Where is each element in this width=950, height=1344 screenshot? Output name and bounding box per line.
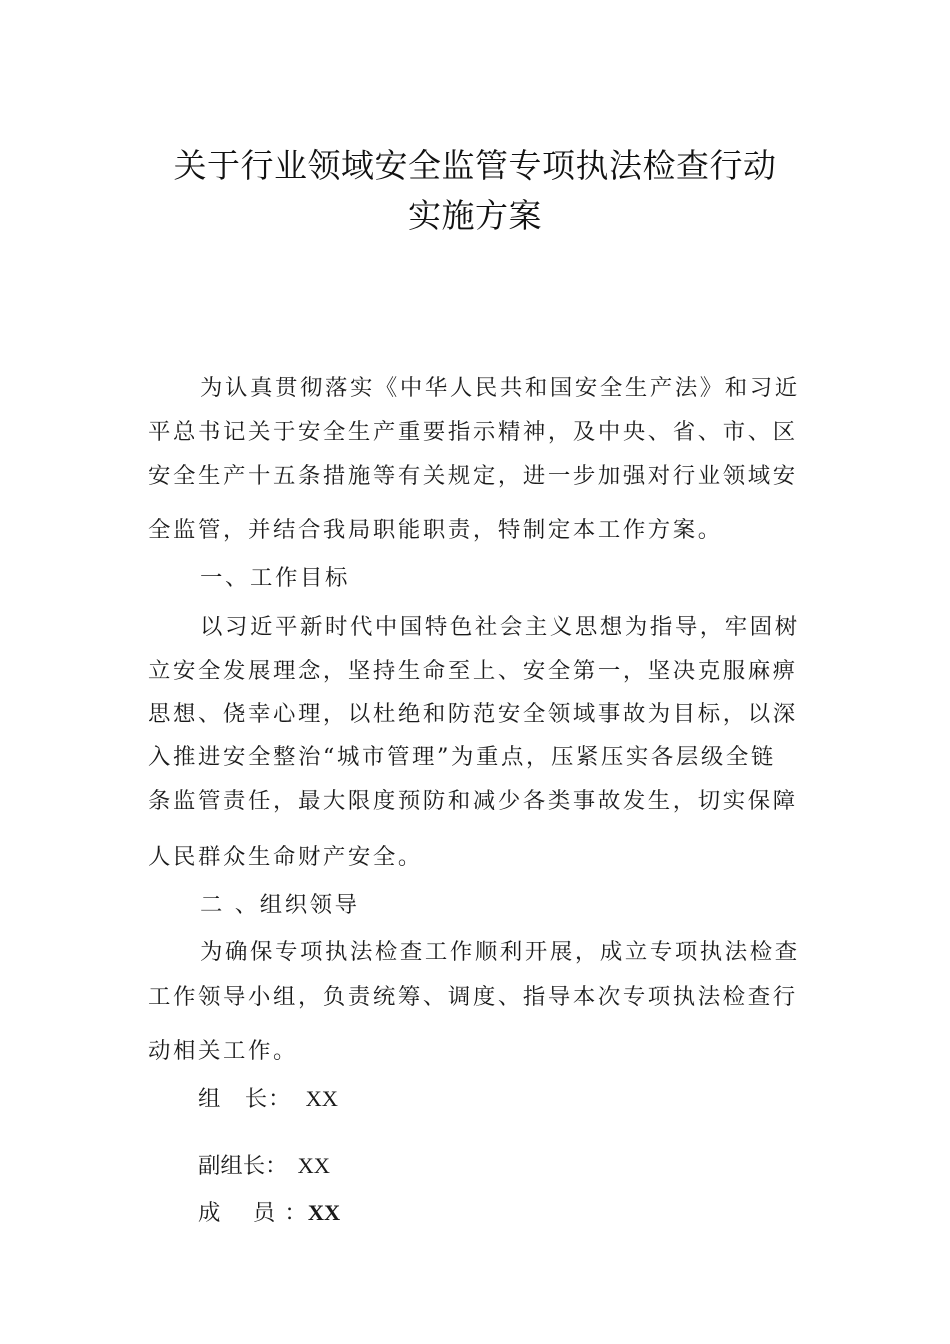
section-1-line: 立安全发展理念，坚持生命至上、安全第一，坚决克服麻痹: [148, 658, 798, 684]
section-1-line: 思想、侥幸心理，以杜绝和防范安全领域事故为目标，以深: [148, 701, 798, 727]
intro-line: 安全生产十五条措施等有关规定，进一步加强对行业领域安: [148, 463, 798, 489]
deputy-leader-row: [198, 1148, 330, 1180]
section-1-line: 以习近平新时代中国特色社会主义思想为指导，牢固树: [200, 614, 800, 640]
section-1-line: 条监管责任，最大限度预防和减少各类事故发生，切实保障: [148, 788, 798, 814]
member-label: 成 员 ：: [198, 1200, 308, 1226]
section-2-line: 工作领导小组，负责统筹、调度、指导本次专项执法检查行: [148, 984, 798, 1010]
section-2-line: 为确保专项执法检查工作顺利开展，成立专项执法检查: [200, 939, 800, 965]
intro-line: 平总书记关于安全生产重要指示精神，及中央、省、市、区: [148, 419, 798, 445]
section-1-line: 入推进安全整治“城市管理”为重点，压紧压实各层级全链: [148, 744, 776, 770]
deputy-leader-label: 副组长：: [198, 1153, 288, 1179]
member-value: XX: [307, 1200, 341, 1225]
member-row: [198, 1195, 340, 1227]
section-2-line: 动相关工作。: [148, 1038, 298, 1064]
document-title-line-2: 实施方案: [408, 196, 542, 235]
section-heading-text: 一、工作目标: [200, 565, 350, 591]
deputy-leader-value: XX: [297, 1153, 330, 1178]
intro-line: 全监管，并结合我局职能职责，特制定本工作方案。: [148, 517, 723, 543]
section-1-line: 人民群众生命财产安全。: [148, 844, 423, 870]
leader-row: [198, 1081, 338, 1113]
intro-line: 为认真贯彻落实《中华人民共和国安全生产法》和习近: [200, 375, 800, 401]
document-title-line-1: 关于行业领域安全监管专项执法检查行动: [173, 146, 777, 185]
leader-value: XX: [305, 1086, 338, 1111]
section-heading-text: 二 、组织领导: [200, 892, 360, 918]
leader-label: 组 长：: [198, 1086, 292, 1112]
